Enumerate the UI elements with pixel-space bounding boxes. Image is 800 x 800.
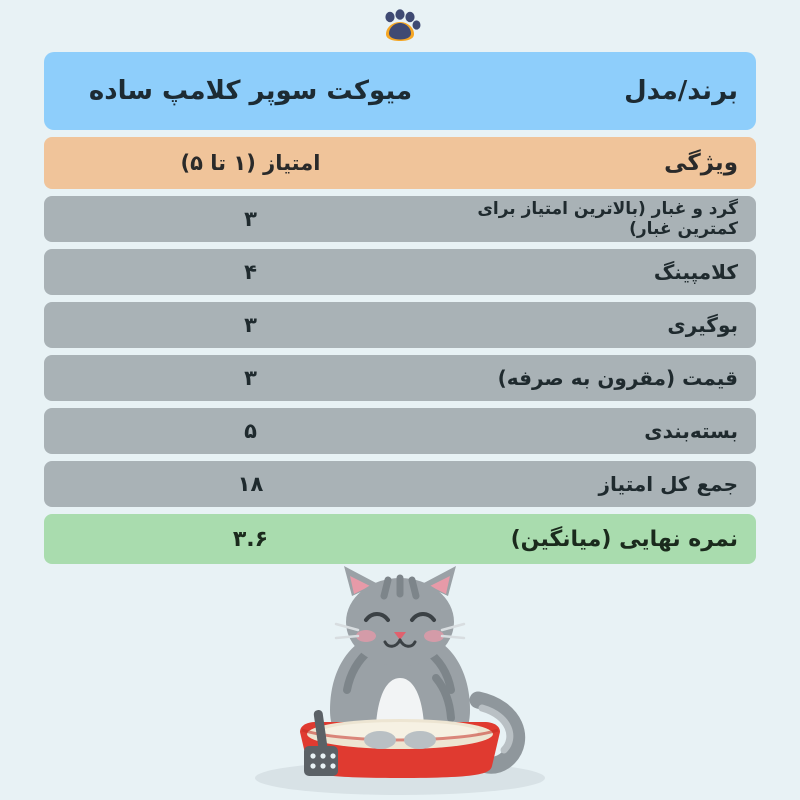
row-label: بوگیری (667, 313, 738, 337)
table-total-row (44, 461, 756, 507)
comparison-table (44, 52, 756, 571)
row-label: گرد و غبار (بالاترین امتیاز برای کمترین غبار) (477, 199, 738, 239)
total-label: جمع کل امتیاز (598, 472, 738, 496)
table-subheader-row (44, 137, 756, 189)
cat-in-litter-box-illustration (0, 550, 800, 800)
paw-print-icon (378, 9, 422, 43)
row-score: ۳ (244, 366, 257, 390)
table-header-row (44, 52, 756, 130)
total-value: ۱۸ (237, 472, 264, 496)
row-score: ۳ (244, 207, 257, 231)
table-row (44, 355, 756, 401)
table-row (44, 196, 756, 242)
header-label: برند/مدل (624, 76, 738, 106)
subheader-value: امتیاز (۱ تا ۵) (180, 151, 321, 175)
cat-illustration-svg (220, 550, 580, 800)
row-label: قیمت (مقرون به صرفه) (497, 366, 738, 390)
final-score-label: نمره نهایی (میانگین) (510, 526, 738, 552)
header-value: میوکت سوپر کلامپ ساده (88, 76, 413, 106)
row-score: ۴ (244, 260, 257, 284)
table-row (44, 408, 756, 454)
subheader-label: ویژگی (664, 150, 738, 176)
row-label: کلامپینگ (653, 260, 738, 284)
table-row (44, 302, 756, 348)
brand-logo (0, 8, 800, 44)
table-row (44, 249, 756, 295)
row-score: ۵ (244, 419, 257, 443)
row-label: بسته‌بندی (644, 419, 738, 443)
final-score-value: ۳.۶ (232, 526, 269, 552)
row-score: ۳ (244, 313, 257, 337)
